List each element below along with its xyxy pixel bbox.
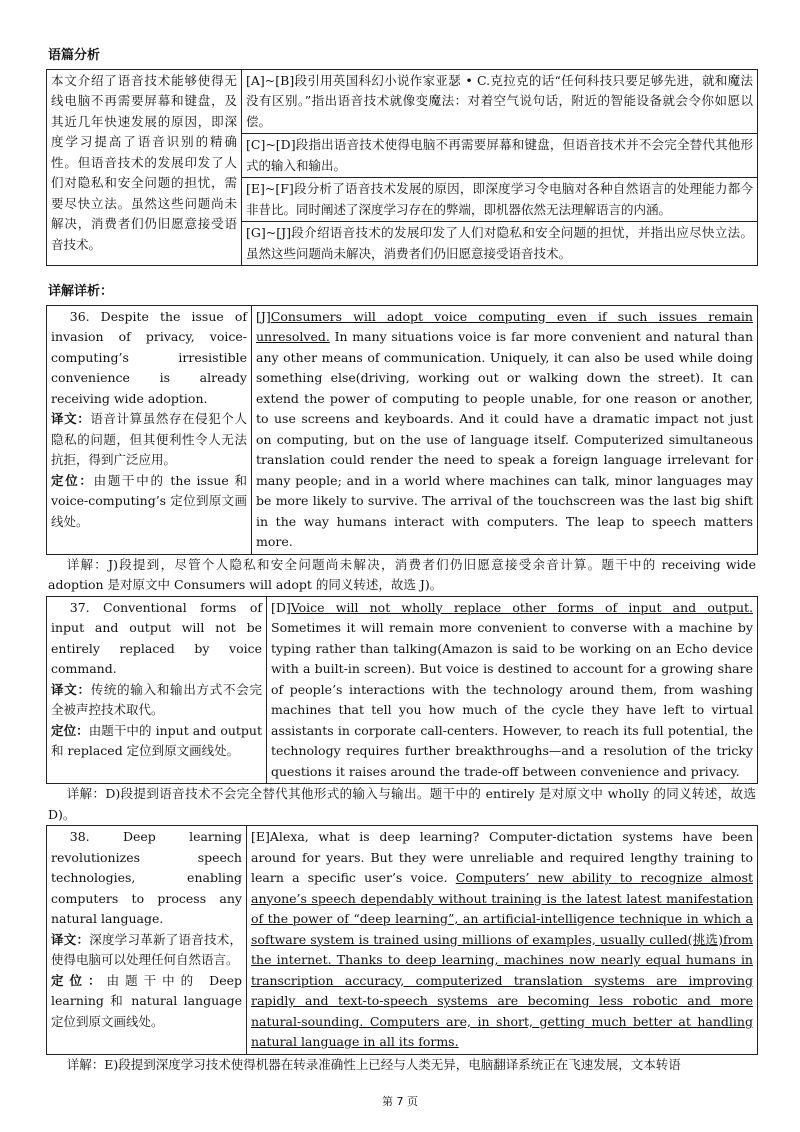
translation-label: 译文：	[51, 411, 91, 426]
underlined-sentence: Voice will not wholly replace other forms of input and output.	[290, 599, 753, 615]
translation-label: 译文：	[51, 931, 90, 947]
breakdown-row: [A]~[B]段引用英国科幻小说作家亚瑟 • C.克拉克的话“任何科技只要足够先进，就和魔法没有区别。”指出语音技术就像变魔法：对着空气说句话，附近的智能设备就会令你如愿以偿。	[242, 70, 757, 135]
underlined-sentence: Computers’ new ability to recognize almost anyone’s speech dependably without training is the latest latest manifestation of the power of “deep learning”, an artificial-intelligence technique in which a software system is trained using millions of examples, usually culled(挑选)from the internet. Thanks to deep learning, machines now nearly equal humans in transcription accuracy, computerized translation systems are improving rapidly and text-to-speech systems are becoming less robotic and more natural-sounding. Computers are, in short, getting much better at handling natural language in all its forms.	[251, 870, 754, 1049]
detailed-analysis-title: 详解详析：	[48, 284, 114, 299]
question-locate: 定位：由题干中的 input and output 和 replaced 定位到原文画线处。	[51, 722, 262, 758]
question-table-38	[46, 825, 758, 1055]
passage-excerpt: [J]Consumers will adopt voice computing even if such issues remain unresolved. In many situations voice is far more convenient and natural than any other means of communication. Uniquely, it can also be used while doing something else(driving, working out or walking down the street). It can extend the power of computing to people unable, for one reason or another, to use screens and keyboards. And it could have a dramatic impact not just on computing, but on the use of language itself. Computerized simultaneous translation could render the need to speak a foreign language irrelevant for many people; and in a world where machines can talk, minor languages may be more likely to survive. The arrival of the touchscreen was the last big shift in the way humans interact with computers. The leap to speech matters more.	[252, 305, 758, 554]
page-number: 第 7 页	[382, 1095, 418, 1108]
underlined-sentence: Consumers will adopt voice computing even if such issues remain unresolved.	[256, 308, 753, 344]
passage-analysis-title: 语篇分析	[48, 48, 101, 63]
question-statement: 37. Conventional forms of input and output will not be entirely replaced by voice command.	[51, 599, 262, 676]
question-statement: 36. Despite the issue of invasion of privacy, voice-computing’s irresistible convenience is already receiving wide adoption.	[51, 308, 247, 406]
locate-label: 定位：	[51, 722, 89, 738]
question-statement: 38. Deep learning revolutionizes speech technologies, enabling computers to process any natural language.	[51, 829, 242, 926]
translation-label: 译文：	[51, 681, 91, 697]
breakdown-row: [E]~[F]段分析了语音技术发展的原因，即深度学习令电脑对各种自然语言的处理能力都今非昔比。同时阐述了深度学习存在的弊端，即机器依然无法理解语言的内涵。	[242, 178, 757, 222]
locate-label: 定位：	[51, 972, 107, 988]
question-translation: 译文：深度学习革新了语音技术，使得电脑可以处理任何自然语言。	[51, 931, 242, 967]
question-explanation: 详解：J)段提到，尽管个人隐私和安全问题尚未解决，消费者们仍旧愿意接受余音计算。题干中的 receiving wide adoption 是对原文中 Consumers will adopt 的同义转述，故选 J)。	[48, 556, 756, 592]
passage-analysis-table	[46, 69, 758, 267]
passage-excerpt: [E]Alexa, what is deep learning? Computer-dictation systems have been around for years. But they were unreliable and required lengthy training to learn a specific user’s voice. Computers’ new ability to recognize almost anyone’s speech dependably without training is the latest latest manifestation of the power of “deep learning”, an artificial-intelligence technique in which a software system is trained using millions of examples, usually culled(挑选)from the internet. Thanks to deep learning, machines now nearly equal humans in transcription accuracy, computerized translation systems are improving rapidly and text-to-speech systems are becoming less robotic and more natural-sounding. Computers are, in short, getting much better at handling natural language in all its forms.	[247, 826, 758, 1055]
question-statement-cell	[47, 596, 267, 784]
question-statement-cell	[47, 826, 247, 1055]
question-table-36	[46, 305, 758, 555]
question-table-37	[46, 596, 758, 785]
breakdown-row: [C]~[D]段指出语音技术使得电脑不再需要屏幕和键盘，但语音技术并不会完全替代其他形式的输入和输出。	[242, 134, 757, 178]
question-locate: 定位：由题干中的 Deep learning 和 natural language 定位到原文画线处。	[51, 972, 242, 1029]
breakdown-row: [G]~[J]段介绍语音技术的发展印发了人们对隐私和安全问题的担忧，并指出应尽快立法。虽然这些问题尚未解决，消费者们仍旧愿意接受语音技术。	[246, 225, 753, 261]
question-statement-cell	[47, 305, 252, 554]
question-explanation: 详解：E)段提到深度学习技术使得机器在转录准确性上已经与人类无异，电脑翻译系统正在飞速发展，文本转语	[66, 1056, 681, 1072]
question-translation: 译文：语音计算虽然存在侵犯个人隐私的问题，但其便利性令人无法抗拒，得到广泛应用。	[51, 411, 247, 467]
passage-breakdown	[242, 69, 758, 266]
question-explanation: 详解：D)段提到语音技术不会完全替代其他形式的输入与输出。题干中的 entirely 是对原文中 wholly 的同义转述，故选 D)。	[48, 786, 756, 822]
passage-excerpt: [D]Voice will not wholly replace other forms of input and output. Sometimes it will remain more convenient to converse with a machine by typing rather than talking(Amazon is said to be working on an Echo device with a built-in screen). But voice is destined to account for a growing share of people’s interactions with the technology around them, from washing machines that tell you how much of the cycle they have left to virtual assistants in corporate call-centers. However, to reach its full potential, the technology requires further breakthroughs—and a resolution of the tricky questions it raises around the trade-off between convenience and privacy.	[267, 596, 758, 784]
passage-summary: 本文介绍了语音技术能够使得无线电脑不再需要屏幕和键盘，及其近几年快速发展的原因，即深度学习提高了语音识别的精确性。但语音技术的发展印发了人们对隐私和安全问题的担忧，需要尽快立法。虽然这些问题尚未解决，消费者们仍旧愿意接受语音技术。	[47, 69, 242, 266]
question-translation: 译文：传统的输入和输出方式不会完全被声控技术取代。	[51, 681, 262, 717]
question-locate: 定位：由题干中的 the issue 和 voice-computing’s 定位到原文画线处。	[51, 472, 247, 529]
locate-label: 定位：	[51, 472, 94, 488]
page-content	[46, 46, 758, 1075]
